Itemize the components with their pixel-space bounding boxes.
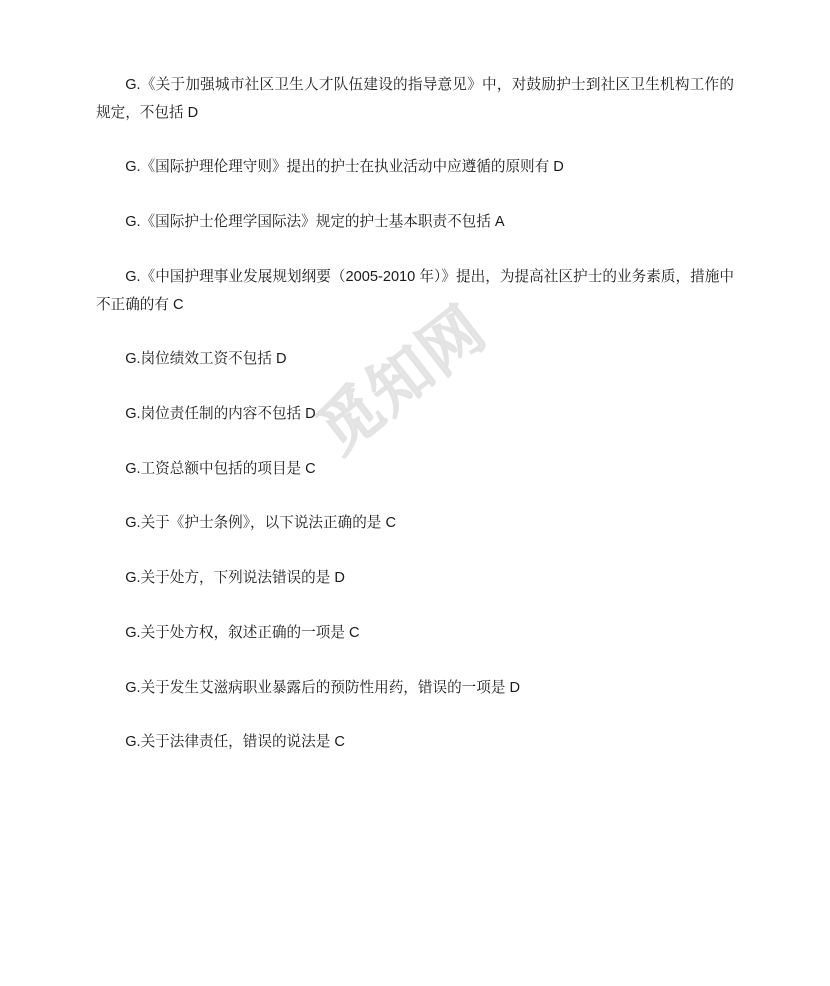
question-line: G.关于发生艾滋病职业暴露后的预防性用药，错误的一项是 D [125,679,521,696]
question-line: G.关于法律责任，错误的说法是 C [125,734,345,751]
question-line: G.工资总额中包括的项目是 C [125,460,316,477]
question-list [96,72,734,757]
question-line: G.关于处方，下列说法错误的是 D [125,570,345,587]
question-line: G.关于处方权，叙述正确的一项是 C [125,624,360,641]
question-line: G.《中国护理事业发展规划纲要（2005-2010 年）》提出，为提高社区护士的业务素质，措施中不正确的有 C [96,268,734,313]
watermark-text: 觅知网 [305,293,500,467]
question-line: G.《国际护士伦理学国际法》规定的护士基本职责不包括 A [125,214,505,231]
question-line: G.《关于加强城市社区卫生人才队伍建设的指导意见》中，对鼓励护士到社区卫生机构工作的规定，不包括 D [96,77,734,121]
question-line: G.岗位绩效工资不包括 D [125,351,287,368]
question-line: G.关于《护士条例》，以下说法正确的是 C [125,515,396,532]
question-line: G.岗位责任制的内容不包括 D [125,406,316,423]
question-line: G.《国际护理伦理守则》提出的护士在执业活动中应遵循的原则有 D [125,159,564,176]
